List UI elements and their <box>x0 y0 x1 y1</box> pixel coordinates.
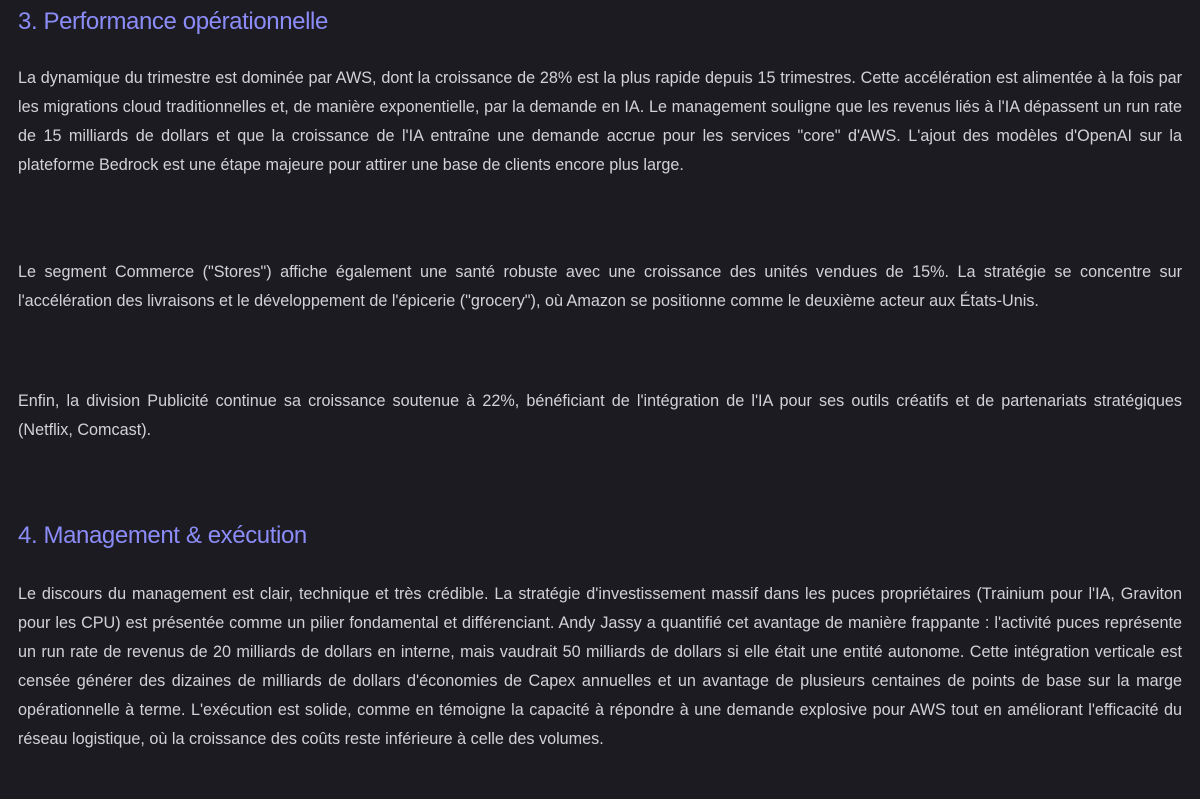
paragraph-text: La dynamique du trimestre est dominée par AWS, dont la croissance de 28% est la plus rapide depuis 15 trimestres. Cette accélération est alimentée à la fois par les migrations cloud traditionnelles et, de manière exponentielle, par la demande en IA. Le management souligne que les revenus liés à l'IA dépassent un run rate de 15 milliards de dollars et que la croissance de l'IA entraîne une demande accrue pour les services "core" d'AWS. L'ajout des modèles d'OpenAI sur la plateforme Bedrock est une étape majeure pour attirer une base de clients encore plus large. <box>18 69 1182 174</box>
section-3-paragraph-3 <box>18 387 1182 445</box>
section-3-heading: 3. Performance opérationnelle <box>18 8 328 35</box>
section-3-paragraph-1 <box>18 64 1182 180</box>
section-3-paragraph-2 <box>18 258 1182 316</box>
section-4-paragraph-1 <box>18 580 1182 754</box>
paragraph-text: Le discours du management est clair, technique et très crédible. La stratégie d'investissement massif dans les puces propriétaires (Trainium pour l'IA, Graviton pour les CPU) est présentée comme un pilier fondamental et différenciant. Andy Jassy a quantifié cet avantage de manière frappante : l'activité puces représente un run rate de revenus de 20 milliards de dollars en interne, mais vaudrait 50 milliards de dollars si elle était une entité autonome. Cette intégration verticale est censée générer des dizaines de milliards de dollars d'économies de Capex annuelles et un avantage de plusieurs centaines de points de base sur la marge opérationnelle à terme. L'exécution est solide, comme en témoigne la capacité à répondre à une demande explosive pour AWS tout en améliorant l'efficacité du réseau logistique, où la croissance des coûts reste inférieure à celle des volumes. <box>18 585 1182 748</box>
paragraph-text: Le segment Commerce ("Stores") affiche également une santé robuste avec une croissance des unités vendues de 15%. La stratégie se concentre sur l'accélération des livraisons et le développement de l'épicerie ("grocery"), où Amazon se positionne comme le deuxième acteur aux États-Unis. <box>18 263 1182 310</box>
paragraph-text: Enfin, la division Publicité continue sa croissance soutenue à 22%, bénéficiant de l'intégration de l'IA pour ses outils créatifs et de partenariats stratégiques (Netflix, Comcast). <box>18 392 1182 439</box>
section-4-heading: 4. Management & exécution <box>18 522 307 549</box>
